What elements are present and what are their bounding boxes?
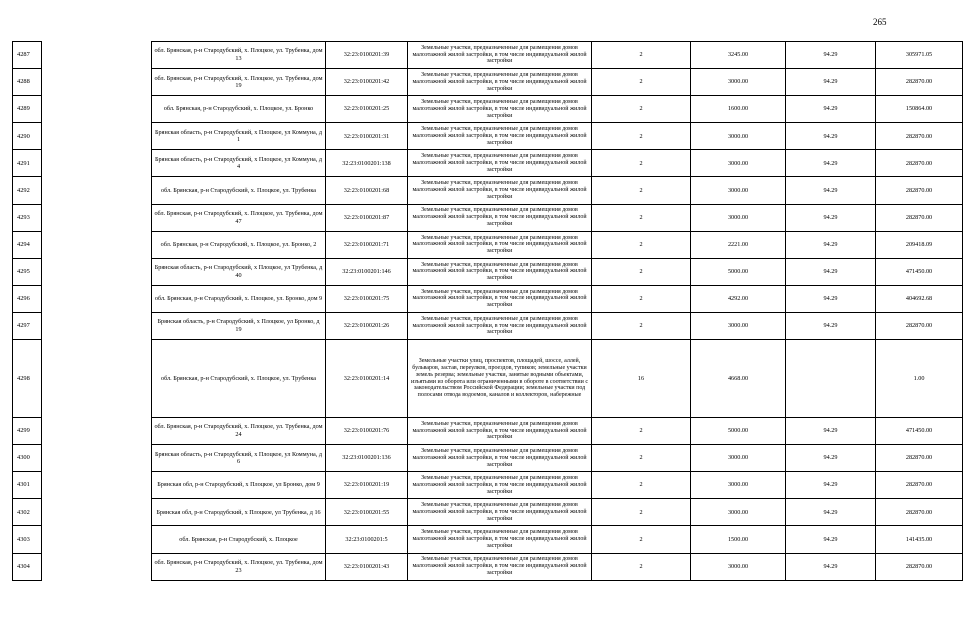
land-register-table [12,41,963,581]
table-row [13,526,963,553]
land-use-cell: Земельные участки, предназначенные для размещения домов малоэтажной жилой застройки, в том числе индивидуальной жилой застройки [408,123,592,150]
specific-value-cell: 94.29 [786,418,876,445]
use-code-cell: 2 [592,123,691,150]
cadastral-value-cell: 282870.00 [876,553,963,580]
specific-value-cell: 94.29 [786,258,876,285]
specific-value-cell: 94.29 [786,231,876,258]
cadastral-number-cell: 32:23:0100201:68 [326,177,408,204]
cadastral-number-cell: 32:23:0100201:43 [326,553,408,580]
table-row [13,96,963,123]
specific-value-cell: 94.29 [786,553,876,580]
row-number: 4303 [13,526,42,553]
table-row [13,69,963,96]
use-code-cell: 2 [592,42,691,69]
address-cell: Брянская область, р-н Стародубский, х Плоцкое, ул Трубенка, д 40 [152,258,326,285]
table-row [13,472,963,499]
spacer-cell [42,42,152,69]
spacer-cell [42,472,152,499]
row-number: 4291 [13,150,42,177]
address-cell: Брянская обл, р-н Стародубский, х Плоцкое, ул Трубенка, д 16 [152,499,326,526]
table-row [13,150,963,177]
spacer-cell [42,204,152,231]
specific-value-cell: 94.29 [786,123,876,150]
spacer-cell [42,231,152,258]
area-cell: 1500.00 [691,526,786,553]
table-body [13,42,963,581]
cadastral-number-cell: 32:23:0100201:71 [326,231,408,258]
cadastral-number-cell: 32:23:0100201:5 [326,526,408,553]
use-code-cell: 2 [592,150,691,177]
use-code-cell: 2 [592,69,691,96]
use-code-cell: 2 [592,312,691,339]
cadastral-value-cell: 150864.00 [876,96,963,123]
cadastral-number-cell: 32:23:0100201:55 [326,499,408,526]
row-number: 4289 [13,96,42,123]
use-code-cell: 2 [592,231,691,258]
address-cell: обл. Брянская, р-н Стародубский, х. Плоцкое, ул. Бронко, 2 [152,231,326,258]
cadastral-value-cell: 471450.00 [876,418,963,445]
area-cell: 3000.00 [691,177,786,204]
use-code-cell: 2 [592,204,691,231]
specific-value-cell: 94.29 [786,69,876,96]
cadastral-number-cell: 32:23:0100201:146 [326,258,408,285]
cadastral-number-cell: 32:23:0100201:87 [326,204,408,231]
spacer-cell [42,177,152,204]
cadastral-value-cell: 404692.68 [876,285,963,312]
row-number: 4292 [13,177,42,204]
row-number: 4298 [13,340,42,418]
cadastral-number-cell: 32:23:0100201:26 [326,312,408,339]
cadastral-number-cell: 32:23:0100201:75 [326,285,408,312]
cadastral-value-cell: 209418.09 [876,231,963,258]
cadastral-value-cell: 282870.00 [876,312,963,339]
area-cell: 1600.00 [691,96,786,123]
address-cell: обл. Брянская, р-н Стародубский, х. Плоцкое, ул. Трубенка [152,340,326,418]
cadastral-value-cell: 305971.05 [876,42,963,69]
spacer-cell [42,526,152,553]
address-cell: обл. Брянская, р-н Стародубский, х. Плоцкое, ул. Трубенка, дом 13 [152,42,326,69]
land-use-cell: Земельные участки, предназначенные для размещения домов малоэтажной жилой застройки, в том числе индивидуальной жилой застройки [408,553,592,580]
specific-value-cell: 94.29 [786,472,876,499]
spacer-cell [42,258,152,285]
row-number: 4295 [13,258,42,285]
cadastral-value-cell: 1.00 [876,340,963,418]
address-cell: обл. Брянская, р-н Стародубский, х. Плоцкое, ул. Трубенка, дом 24 [152,418,326,445]
address-cell: обл. Брянская, р-н Стародубский, х. Плоцкое, ул. Бронко [152,96,326,123]
address-cell: обл. Брянская, р-н Стародубский, х. Плоцкое [152,526,326,553]
area-cell: 2221.00 [691,231,786,258]
address-cell: Брянская область, р-н Стародубский, х Плоцкое, ул Коммуна, д 1 [152,123,326,150]
use-code-cell: 2 [592,177,691,204]
land-use-cell: Земельные участки, предназначенные для размещения домов малоэтажной жилой застройки, в том числе индивидуальной жилой застройки [408,69,592,96]
use-code-cell: 2 [592,96,691,123]
cadastral-value-cell: 282870.00 [876,150,963,177]
use-code-cell: 2 [592,258,691,285]
area-cell: 3245.00 [691,42,786,69]
page-number: 265 [873,17,887,27]
row-number: 4290 [13,123,42,150]
specific-value-cell: 94.29 [786,204,876,231]
area-cell: 3000.00 [691,150,786,177]
land-use-cell: Земельные участки, предназначенные для размещения домов малоэтажной жилой застройки, в том числе индивидуальной жилой застройки [408,526,592,553]
cadastral-number-cell: 32:23:0100201:138 [326,150,408,177]
use-code-cell: 2 [592,526,691,553]
cadastral-value-cell: 282870.00 [876,177,963,204]
row-number: 4296 [13,285,42,312]
use-code-cell: 2 [592,418,691,445]
row-number: 4302 [13,499,42,526]
area-cell: 3000.00 [691,553,786,580]
cadastral-number-cell: 32:23:0100201:31 [326,123,408,150]
table-row [13,123,963,150]
use-code-cell: 2 [592,285,691,312]
table-row [13,177,963,204]
cadastral-number-cell: 32:23:0100201:39 [326,42,408,69]
land-use-cell: Земельные участки, предназначенные для размещения домов малоэтажной жилой застройки, в том числе индивидуальной жилой застройки [408,258,592,285]
land-use-cell: Земельные участки, предназначенные для размещения домов малоэтажной жилой застройки, в том числе индивидуальной жилой застройки [408,42,592,69]
row-number: 4304 [13,553,42,580]
area-cell: 3000.00 [691,499,786,526]
cadastral-value-cell: 282870.00 [876,499,963,526]
spacer-cell [42,312,152,339]
spacer-cell [42,445,152,472]
address-cell: обл. Брянская, р-н Стародубский, х. Плоцкое, ул. Трубенка, дом 23 [152,553,326,580]
land-use-cell: Земельные участки, предназначенные для размещения домов малоэтажной жилой застройки, в том числе индивидуальной жилой застройки [408,177,592,204]
use-code-cell: 16 [592,340,691,418]
specific-value-cell: 94.29 [786,96,876,123]
row-number: 4301 [13,472,42,499]
cadastral-value-cell: 282870.00 [876,123,963,150]
table-row [13,553,963,580]
table-row [13,258,963,285]
specific-value-cell: 94.29 [786,526,876,553]
area-cell: 4292.00 [691,285,786,312]
spacer-cell [42,123,152,150]
land-use-cell: Земельные участки, предназначенные для размещения домов малоэтажной жилой застройки, в том числе индивидуальной жилой застройки [408,96,592,123]
cadastral-number-cell: 32:23:0100201:14 [326,340,408,418]
specific-value-cell: 94.29 [786,445,876,472]
address-cell: обл. Брянская, р-н Стародубский, х. Плоцкое, ул. Трубенка, дом 19 [152,69,326,96]
address-cell: Брянская обл, р-н Стародубский, х Плоцкое, ул Бронко, дом 9 [152,472,326,499]
land-use-cell: Земельные участки улиц, проспектов, площадей, шоссе, аллей, бульваров, застав, переулков, проездов, тупиков; земельные участки земель резерва; земельные участки, занятые водными объектами, изъятыми из оборота или ограниченными в обороте в соответствии с законодательством Российской Федерации; земельные участки под полосами отвода водоемов, каналов и коллекторов, набережные [408,340,592,418]
cadastral-value-cell: 282870.00 [876,204,963,231]
row-number: 4294 [13,231,42,258]
specific-value-cell: 94.29 [786,499,876,526]
specific-value-cell: 94.29 [786,177,876,204]
cadastral-number-cell: 32:23:0100201:42 [326,69,408,96]
table-row [13,418,963,445]
spacer-cell [42,150,152,177]
table-row [13,285,963,312]
table-row [13,42,963,69]
cadastral-value-cell: 141435.00 [876,526,963,553]
spacer-cell [42,553,152,580]
spacer-cell [42,340,152,418]
land-use-cell: Земельные участки, предназначенные для размещения домов малоэтажной жилой застройки, в том числе индивидуальной жилой застройки [408,204,592,231]
row-number: 4299 [13,418,42,445]
row-number: 4297 [13,312,42,339]
cadastral-number-cell: 32:23:0100201:25 [326,96,408,123]
table-row [13,312,963,339]
land-use-cell: Земельные участки, предназначенные для размещения домов малоэтажной жилой застройки, в том числе индивидуальной жилой застройки [408,150,592,177]
spacer-cell [42,69,152,96]
row-number: 4300 [13,445,42,472]
cadastral-value-cell: 282870.00 [876,472,963,499]
use-code-cell: 2 [592,499,691,526]
cadastral-value-cell: 282870.00 [876,69,963,96]
area-cell: 3000.00 [691,204,786,231]
cadastral-number-cell: 32:23:0100201:136 [326,445,408,472]
specific-value-cell: 94.29 [786,150,876,177]
specific-value-cell: 94.29 [786,42,876,69]
table-row [13,231,963,258]
area-cell: 3000.00 [691,312,786,339]
land-use-cell: Земельные участки, предназначенные для размещения домов малоэтажной жилой застройки, в том числе индивидуальной жилой застройки [408,285,592,312]
specific-value-cell: 94.29 [786,285,876,312]
address-cell: обл. Брянская, р-н Стародубский, х. Плоцкое, ул. Бронко, дом 9 [152,285,326,312]
cadastral-value-cell: 282870.00 [876,445,963,472]
table-row [13,340,963,418]
address-cell: Брянская область, р-н Стародубский, х Плоцкое, ул Бронко, д 19 [152,312,326,339]
use-code-cell: 2 [592,472,691,499]
land-use-cell: Земельные участки, предназначенные для размещения домов малоэтажной жилой застройки, в том числе индивидуальной жилой застройки [408,499,592,526]
table-row [13,204,963,231]
use-code-cell: 2 [592,553,691,580]
area-cell: 3000.00 [691,472,786,499]
land-use-cell: Земельные участки, предназначенные для размещения домов малоэтажной жилой застройки, в том числе индивидуальной жилой застройки [408,231,592,258]
address-cell: обл. Брянская, р-н Стародубский, х. Плоцкое, ул. Трубенка, дом 47 [152,204,326,231]
row-number: 4293 [13,204,42,231]
address-cell: обл. Брянская, р-н Стародубский, х. Плоцкое, ул. Трубенка [152,177,326,204]
cadastral-value-cell: 471450.00 [876,258,963,285]
land-use-cell: Земельные участки, предназначенные для размещения домов малоэтажной жилой застройки, в том числе индивидуальной жилой застройки [408,418,592,445]
cadastral-number-cell: 32:23:0100201:19 [326,472,408,499]
area-cell: 5000.00 [691,258,786,285]
table-row [13,445,963,472]
spacer-cell [42,499,152,526]
land-use-cell: Земельные участки, предназначенные для размещения домов малоэтажной жилой застройки, в том числе индивидуальной жилой застройки [408,312,592,339]
address-cell: Брянская область, р-н Стародубский, х Плоцкое, ул Коммуна, д 4 [152,150,326,177]
area-cell: 3000.00 [691,123,786,150]
table-row [13,499,963,526]
land-use-cell: Земельные участки, предназначенные для размещения домов малоэтажной жилой застройки, в том числе индивидуальной жилой застройки [408,472,592,499]
use-code-cell: 2 [592,445,691,472]
address-cell: Брянская область, р-н Стародубский, х Плоцкое, ул Коммуна, д 6 [152,445,326,472]
specific-value-cell: 94.29 [786,312,876,339]
spacer-cell [42,96,152,123]
cadastral-number-cell: 32:23:0100201:76 [326,418,408,445]
row-number: 4287 [13,42,42,69]
area-cell: 4668.00 [691,340,786,418]
specific-value-cell [786,340,876,418]
area-cell: 3000.00 [691,69,786,96]
spacer-cell [42,285,152,312]
area-cell: 3000.00 [691,445,786,472]
spacer-cell [42,418,152,445]
area-cell: 5000.00 [691,418,786,445]
row-number: 4288 [13,69,42,96]
land-use-cell: Земельные участки, предназначенные для размещения домов малоэтажной жилой застройки, в том числе индивидуальной жилой застройки [408,445,592,472]
